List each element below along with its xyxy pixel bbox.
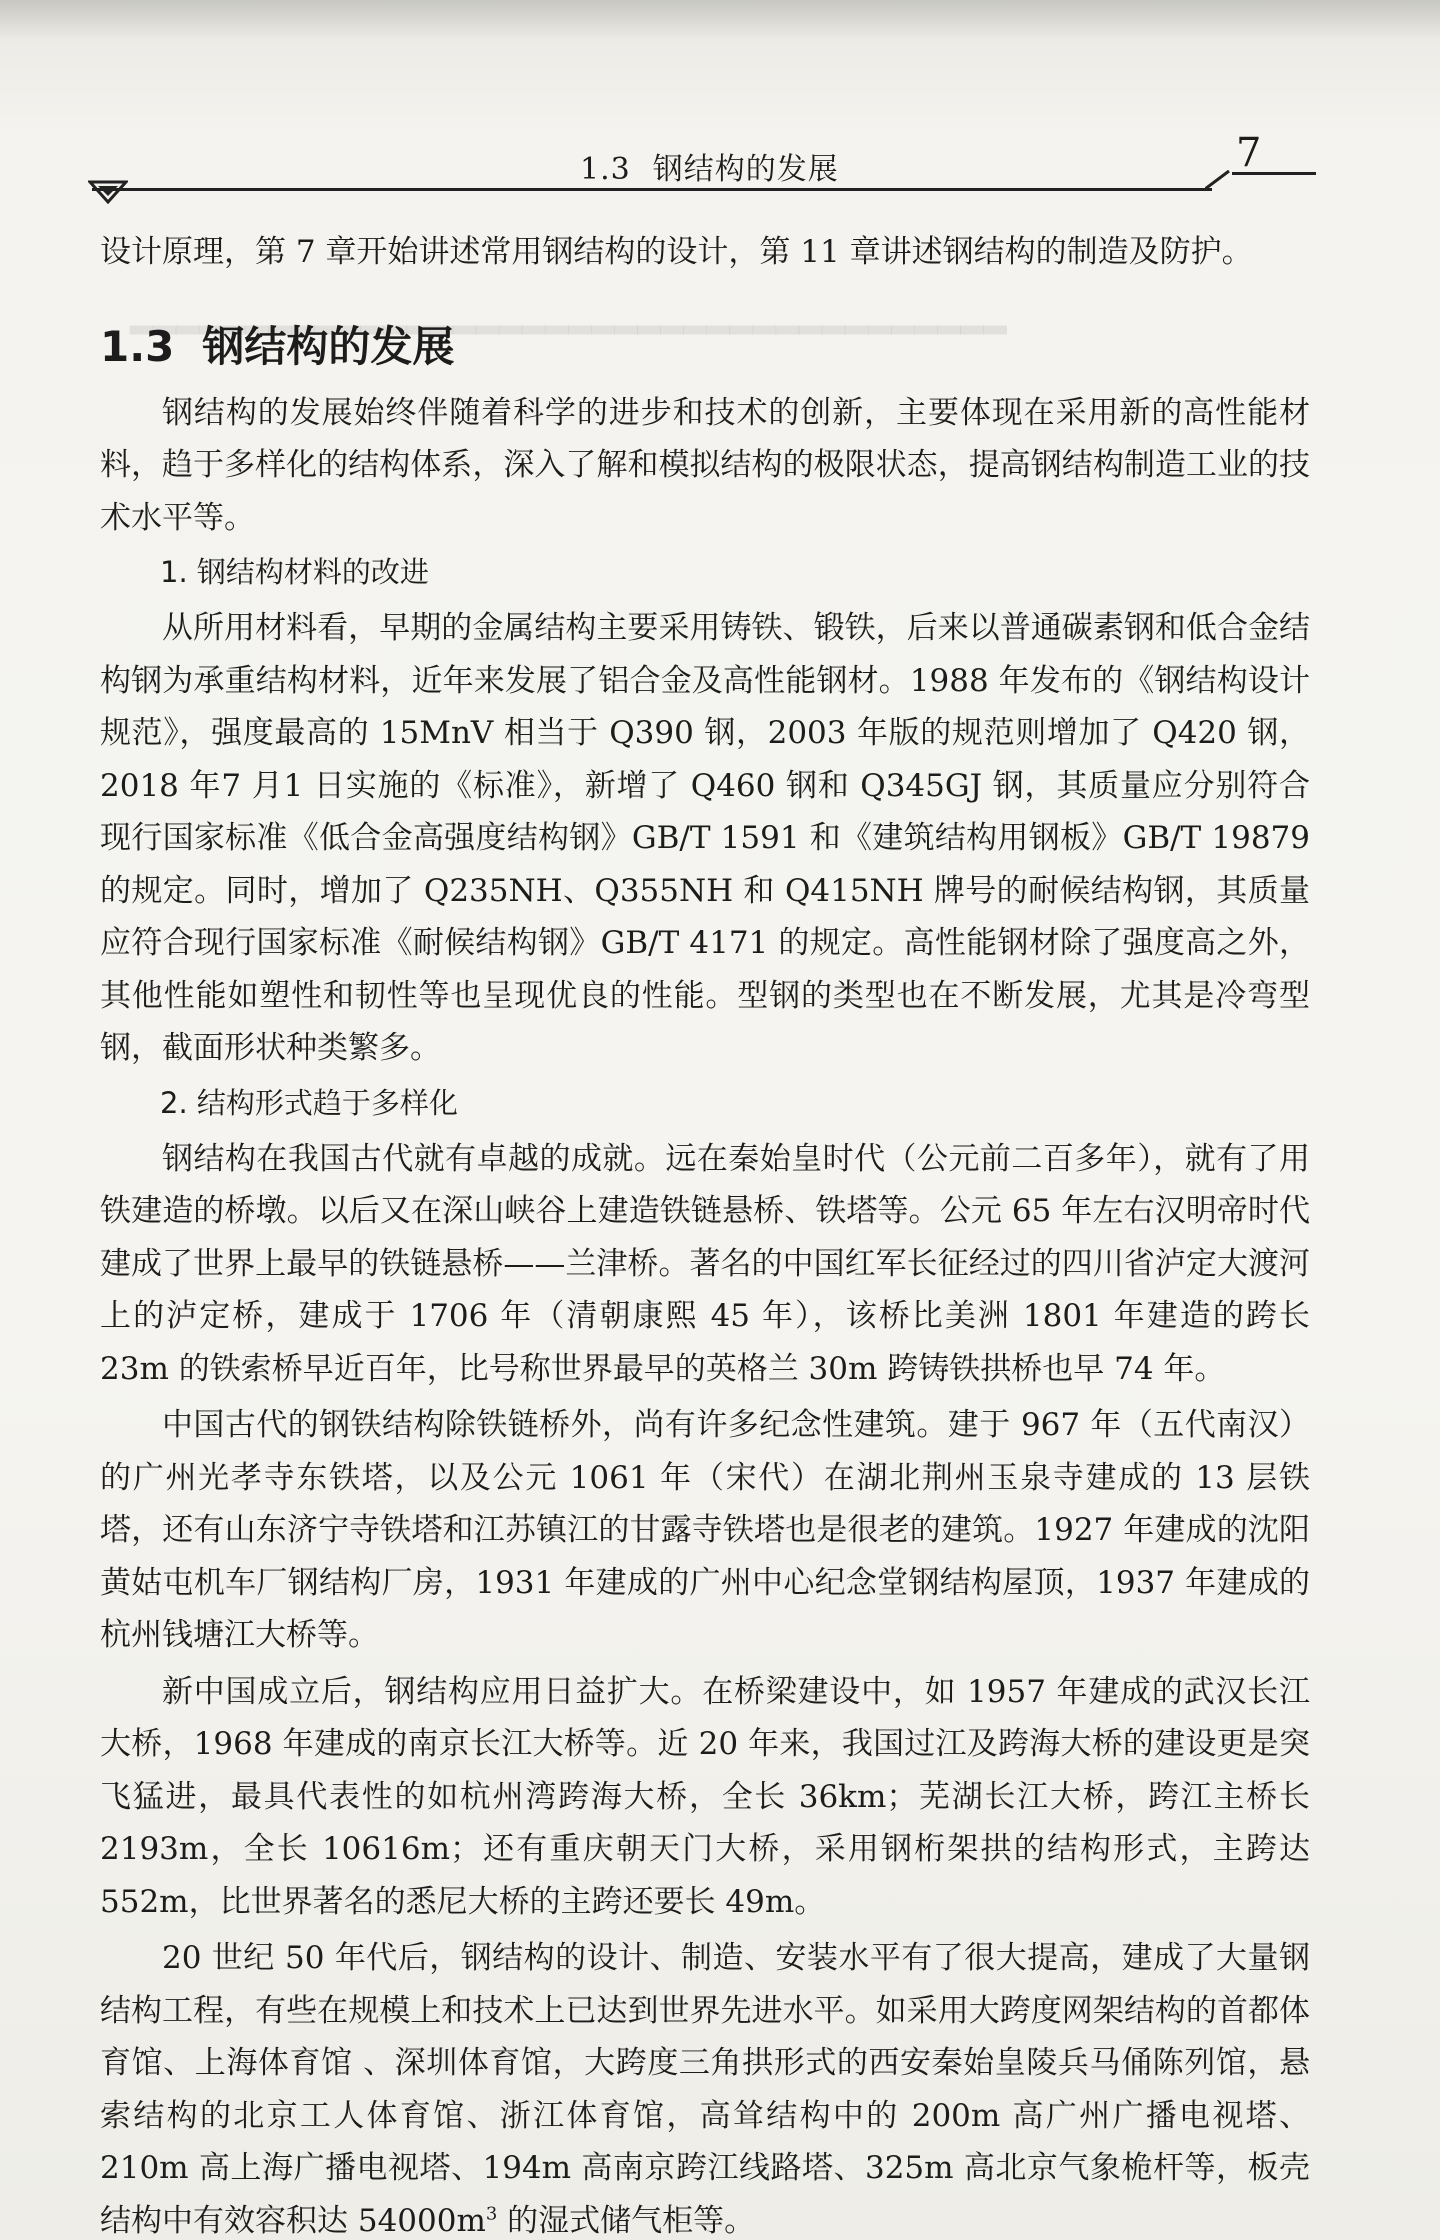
- running-head: [0, 130, 1440, 200]
- section-heading-title: 钢结构的发展: [202, 321, 455, 371]
- modern-structures-paragraph: [100, 1932, 1310, 2240]
- section-heading-number: 1.3: [100, 321, 175, 371]
- modern-structures-text: 20 世纪 50 年代后，钢结构的设计、制造、安装水平有了很大提高，建成了大量钢结构工程，有些在规模上和技术上已达到世界先进水平。如采用大跨度网架结构的首都体育馆、上海体育馆 、深圳体育馆，大跨度三角拱形式的西安秦始皇陵兵马俑陈列馆，悬索结构的北京工人体育馆、浙江体育馆，高耸结构中的 200m 高广州广播电视塔、210m 高上海广播电视塔、194m 高南京跨江线路塔、325m 高北京气象桅杆等，板壳结构中有效容积达 54000m: [100, 1940, 1310, 2239]
- running-head-section-title: 钢结构的发展: [652, 152, 839, 187]
- page-top-shadow: [0, 0, 1440, 40]
- ancient-achievements-paragraph: 钢结构在我国古代就有卓越的成就。远在秦始皇时代（公元前二百多年），就有了用铁建造的桥墩。以后又在深山峡谷上建造铁链悬桥、铁塔等。公元 65 年左右汉明帝时代建成了世界上最早的铁链悬桥——兰津桥。著名的中国红军长征经过的四川省泸定大渡河上的泸定桥，建成于 1706 年（清朝康熙 45 年），该桥比美洲 1801 年建造的跨长 23m 的铁索桥早近百年，比号称世界最早的英格兰 30m 跨铸铁拱桥也早 74 年。: [100, 1140, 1310, 1387]
- modern-structures-text-end: 的湿式储气柜等。: [497, 2202, 756, 2239]
- cubic-superscript: 3: [485, 2203, 498, 2225]
- page-content: [100, 226, 1310, 2240]
- materials-paragraph: 从所用材料看，早期的金属结构主要采用铸铁、锻铁，后来以普通碳素钢和低合金结构钢为承重结构材料，近年来发展了铝合金及高性能钢材。1988 年发布的《钢结构设计规范》，强度最高的 15MnV 相当于 Q390 钢，2003 年版的规范则增加了 Q420 钢，2018 年7 月1 日实施的《标准》，新增了 Q460 钢和 Q345GJ 钢，其质量应分别符合现行国家标准《低合金高强度结构钢》GB/T 1591 和《建筑结构用钢板》GB/T 19879 的规定。同时，增加了 Q235NH、Q355NH 和 Q415NH 牌号的耐候结构钢，其质量应符合现行国家标准《耐候结构钢》GB/T 4171 的规定。高性能钢材除了强度高之外，其他性能如塑性和韧性等也呈现优良的性能。型钢的类型也在不断发展，尤其是冷弯型钢，截面形状种类繁多。: [100, 610, 1310, 1066]
- running-head-section-number: 1.3: [580, 152, 631, 187]
- section-intro-paragraph: 钢结构的发展始终伴随着科学的进步和技术的创新，主要体现在采用新的高性能材料，趋于多样化的结构体系，深入了解和模拟结构的极限状态，提高钢结构制造工业的技术水平等。: [100, 394, 1310, 536]
- page-number: 7: [1236, 130, 1262, 176]
- modern-bridges-paragraph: 新中国成立后，钢结构应用日益扩大。在桥梁建设中，如 1957 年建成的武汉长江大桥，1968 年建成的南京长江大桥等。近 20 年来，我国过江及跨海大桥的建设更是突飞猛进，最具代表性的如杭州湾跨海大桥，全长 36km；芜湖长江大桥，跨江主桥长 2193m，全长 10616m；还有重庆朝天门大桥，采用钢桁架拱的结构形式，主跨达 552m，比世界著名的悉尼大桥的主跨还要长 49m。: [100, 1673, 1310, 1920]
- header-rule-tail: [1205, 168, 1235, 192]
- subsection-heading-structural-forms: 2. 结构形式趋于多样化: [160, 1085, 458, 1120]
- continuation-paragraph: 设计原理，第 7 章开始讲述常用钢结构的设计，第 11 章讲述钢结构的制造及防护。: [100, 234, 1253, 270]
- show-through-text: ▂▂▂▂▂▂▂▂▂▂▂▂▂▂▂▂▂▂▂▂▂▂▂▂▂▂▂▂▂▂▂▂▂▂▂▂▂▂: [130, 300, 1007, 335]
- ancient-buildings-paragraph: 中国古代的钢铁结构除铁链桥外，尚有许多纪念性建筑。建于 967 年（五代南汉）的广州光孝寺东铁塔，以及公元 1061 年（宋代）在湖北荆州玉泉寺建成的 13 层铁塔，还有山东济宁寺铁塔和江苏镇江的甘露寺铁塔也是很老的建筑。1927 年建成的沈阳黄姑屯机车厂钢结构厂房，1931 年建成的广州中心纪念堂钢结构屋顶，1937 年建成的杭州钱塘江大桥等。: [100, 1407, 1310, 1653]
- header-chevron-icon: [88, 180, 128, 204]
- subsection-heading-materials: 1. 钢结构材料的改进: [160, 555, 429, 589]
- section-heading: [100, 317, 1310, 377]
- header-rule: [92, 188, 1212, 191]
- running-head-section: [580, 144, 839, 188]
